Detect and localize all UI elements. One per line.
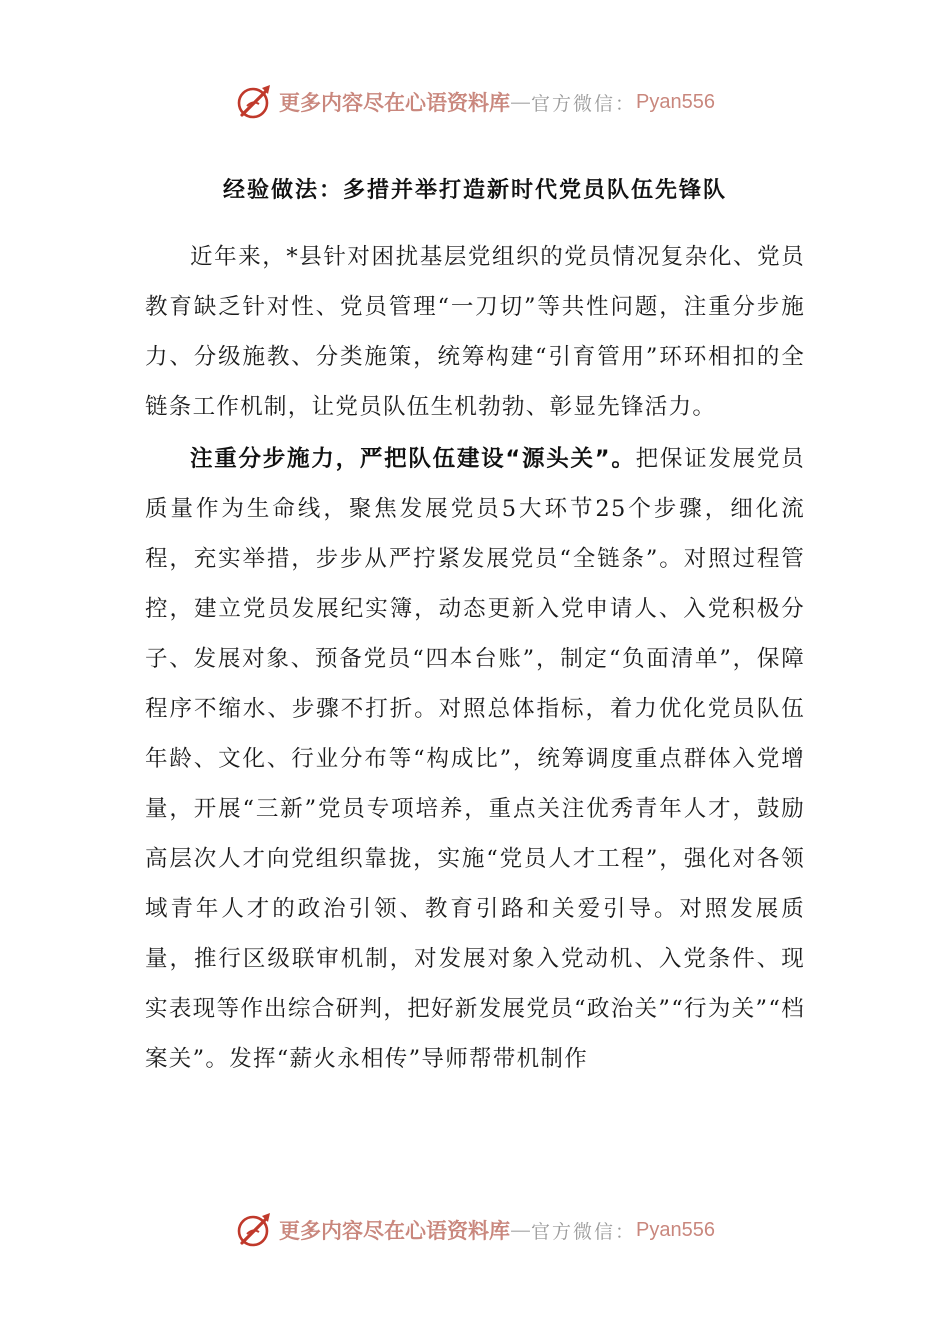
paragraph-intro: [145, 232, 805, 432]
banner-dash: —: [510, 90, 531, 114]
paragraph-text: 近年来，*县针对困扰基层党组织的党员情况复杂化、党员教育缺乏针对性、党员管理“一刀切”等共性问题，注重分步施力、分级施教、分类施策，统筹构建“引育管用”环环相扣的全链条工作机制，让党员队伍生机勃勃、彰显先锋活力。: [145, 244, 805, 420]
banner-dash: —: [510, 1218, 531, 1242]
banner-wechat-label: 官方微信：: [531, 92, 637, 115]
paragraph-step-force: [145, 434, 805, 1084]
footer-watermark-banner: [0, 1208, 950, 1252]
header-watermark-banner: [0, 80, 950, 124]
document-title: 经验做法：多措并举打造新时代党员队伍先锋队: [222, 178, 727, 203]
pen-seal-logo-icon: [235, 1210, 275, 1250]
document-body: [145, 232, 805, 1084]
paragraph-lead: 注重分步施力，严把队伍建设“源头关”。: [190, 446, 636, 472]
banner-wechat-id: Pyan556: [636, 90, 715, 113]
banner-main-text: 更多内容尽在心语资料库: [279, 1218, 510, 1243]
banner-wechat-label: 官方微信：: [531, 1220, 637, 1243]
banner-main-text: 更多内容尽在心语资料库: [279, 90, 510, 115]
banner-wechat-id: Pyan556: [636, 1218, 715, 1241]
pen-seal-logo-icon: [235, 82, 275, 122]
paragraph-text: 把保证发展党员质量作为生命线，聚焦发展党员5大环节25个步骤，细化流程，充实举措，步步从严拧紧发展党员“全链条”。对照过程管控，建立党员发展纪实簿，动态更新入党申请人、入党积极分子、发展对象、预备党员“四本台账”，制定“负面清单”，保障程序不缩水、步骤不打折。对照总体指标，着力优化党员队伍年龄、文化、行业分布等“构成比”，统筹调度重点群体入党增量，开展“三新”党员专项培养，重点关注优秀青年人才，鼓励高层次人才向党组织靠拢，实施“党员人才工程”，强化对各领域青年人才的政治引领、教育引路和关爱引导。对照发展质量，推行区级联审机制，对发展对象入党动机、入党条件、现实表现等作出综合研判，把好新发展党员“政治关”“行为关”“档案关”。发挥“薪火永相传”导师帮带机制作: [145, 446, 805, 1072]
